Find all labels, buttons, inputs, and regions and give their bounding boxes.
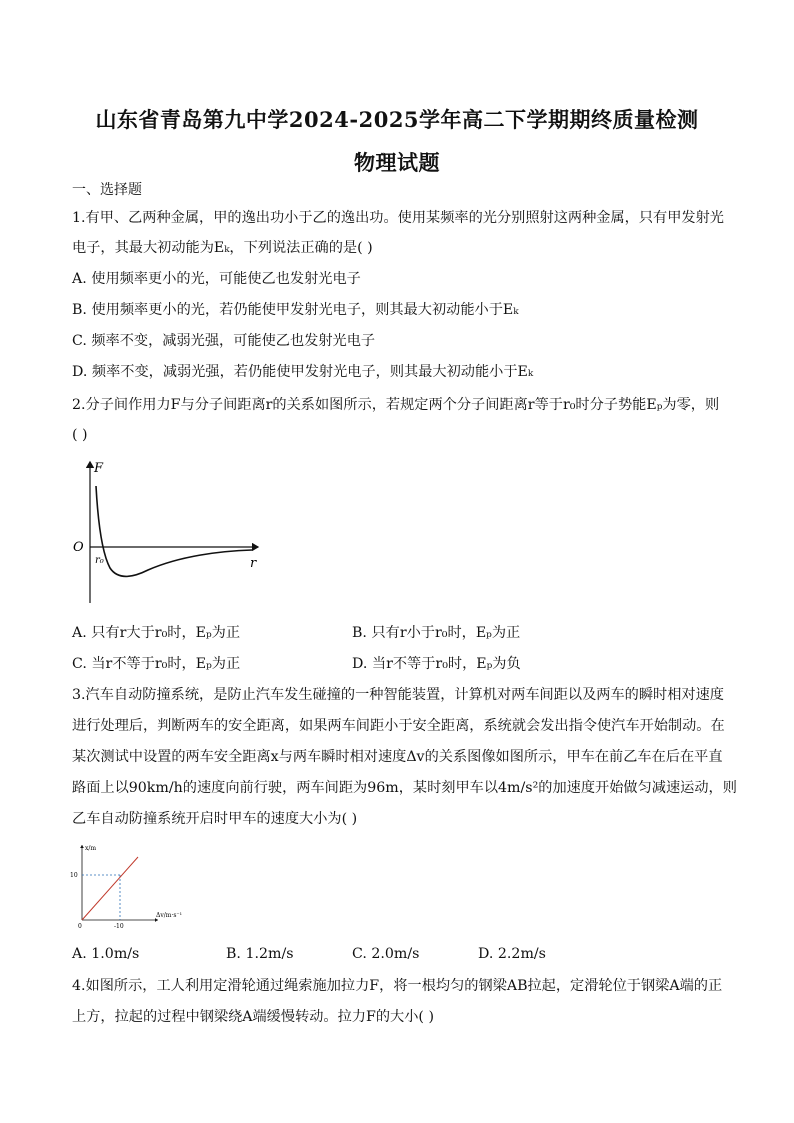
distance-velocity-graph [68, 842, 198, 932]
graph-x-tick-label: -10 [114, 923, 124, 930]
question-2-line-2: ( ) [72, 427, 88, 443]
question-1-option-d: D. 频率不变，减弱光强，若仍能使甲发射光电子，则其最大初动能小于Eₖ [72, 364, 534, 380]
graph-x-label: Δv/m·s⁻¹ [156, 912, 182, 919]
question-1-option-c: C. 频率不变，减弱光强，可能使乙也发射光电子 [72, 333, 376, 349]
question-2-option-c: C. 当r不等于r₀时，Eₚ为正 [72, 656, 241, 672]
question-3-option-a: A. 1.0m/s [72, 946, 140, 962]
question-1-line-1: 1.有甲、乙两种金属，甲的逸出功小于乙的逸出功。使用某频率的光分别照射这两种金属，只有甲发射光 [72, 210, 724, 226]
question-3-line-2: 进行处理后，判断两车的安全距离，如果两车间距小于安全距离，系统就会发出指令使汽车开始制动。在 [72, 718, 725, 734]
question-4-line-1: 4.如图所示，工人利用定滑轮通过绳索施加拉力F，将一根均匀的钢梁AB拉起，定滑轮位于钢梁A端的正 [72, 978, 723, 994]
question-2-option-a: A. 只有r大于r₀时，Eₚ为正 [72, 625, 241, 641]
question-3-option-b: B. 1.2m/s [226, 946, 294, 962]
graph-origin-label: O [73, 540, 84, 555]
question-2-option-b: B. 只有r小于r₀时，Eₚ为正 [352, 625, 521, 641]
graph-x-label: r [250, 556, 257, 571]
question-3-line-3: 某次测试中设置的两车安全距离x与两车瞬时相对速度Δv的关系图像如图所示，甲车在前乙车在后在平直 [72, 749, 723, 765]
question-2-option-d: D. 当r不等于r₀时，Eₚ为负 [352, 656, 521, 672]
question-1-line-2: 电子，其最大初动能为Eₖ，下列说法正确的是( ) [72, 240, 373, 256]
page-subtitle: 物理试题 [354, 150, 440, 175]
question-3-line-4: 路面上以90km/h的速度向前行驶，两车间距为96m，某时刻甲车以4m/s²的加速度开始做匀减速运动，则 [72, 780, 737, 796]
question-3-line-1: 3.汽车自动防撞系统，是防止汽车发生碰撞的一种智能装置，计算机对两车间距以及两车的瞬时相对速度 [72, 687, 724, 703]
graph-y-label: F [94, 461, 104, 476]
page-title: 山东省青岛第九中学2024-2025学年高二下学期期终质量检测 [95, 107, 699, 132]
graph-y-label: x/m [85, 845, 97, 852]
section-heading: 一、选择题 [72, 182, 142, 198]
question-1-option-b: B. 使用频率更小的光，若仍能使甲发射光电子，则其最大初动能小于Eₖ [72, 302, 519, 318]
graph-y-tick-label: 10 [70, 872, 78, 879]
force-distance-graph [70, 458, 270, 608]
graph-r0-label: r₀ [95, 555, 104, 566]
question-2-line-1: 2.分子间作用力F与分子间距离r的关系如图所示，若规定两个分子间距离r等于r₀时分子势能Eₚ为零，则 [72, 397, 720, 413]
graph-origin-label: 0 [78, 923, 82, 930]
question-1-option-a: A. 使用频率更小的光，可能使乙也发射光电子 [72, 271, 361, 287]
question-3-line-5: 乙车自动防撞系统开启时甲车的速度大小为( ) [72, 811, 358, 827]
question-4-line-2: 上方，拉起的过程中钢梁绕A端缓慢转动。拉力F的大小( ) [72, 1009, 434, 1025]
force-curve [96, 486, 252, 577]
question-3-option-d: D. 2.2m/s [478, 946, 546, 962]
question-3-option-c: C. 2.0m/s [352, 946, 420, 962]
linear-relation-line [82, 857, 138, 920]
